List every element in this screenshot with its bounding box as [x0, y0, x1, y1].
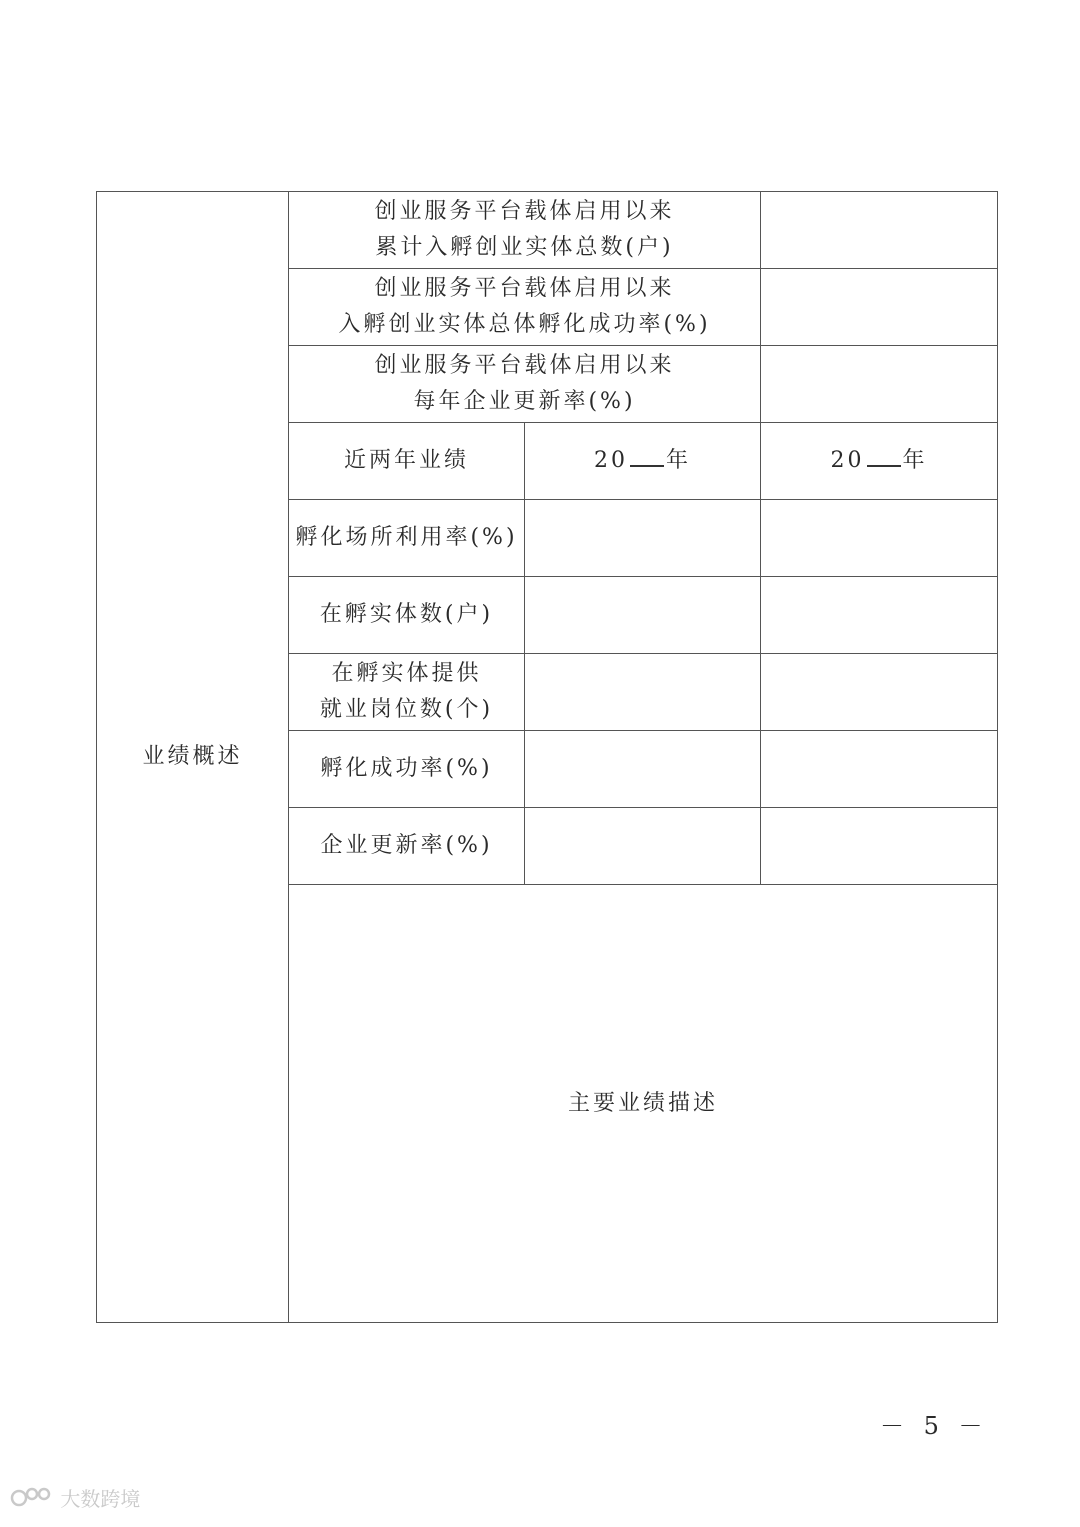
section-label: 业绩概述 — [97, 192, 289, 1323]
value-cell[interactable] — [761, 269, 998, 346]
label-line: 孵化成功率(%) — [320, 756, 493, 781]
year-header-1 — [525, 423, 761, 500]
label-line: 企业更新率(%) — [320, 833, 493, 858]
year-suffix: 年 — [666, 448, 692, 473]
metric-year2-cell[interactable] — [761, 731, 998, 808]
metric-label — [289, 577, 525, 654]
description-label: 主要业绩描述 — [568, 1090, 719, 1116]
cumulative-label — [289, 346, 761, 423]
metric-label — [289, 500, 525, 577]
cumulative-label — [289, 192, 761, 269]
metric-year2-cell[interactable] — [761, 500, 998, 577]
value-cell[interactable] — [761, 192, 998, 269]
year-prefix: 20 — [594, 448, 628, 473]
watermark — [10, 1483, 140, 1512]
label-line: 在孵实体数(户) — [319, 602, 494, 627]
page-number: － 5 － — [880, 1412, 989, 1440]
cumulative-label — [289, 269, 761, 346]
metric-year2-cell[interactable] — [761, 808, 998, 885]
label-line: 每年企业更新率(%) — [413, 389, 636, 414]
year-prefix: 20 — [830, 448, 865, 473]
description-cell[interactable] — [289, 885, 998, 1323]
cumulative-row — [97, 192, 998, 269]
year-blank[interactable] — [630, 443, 664, 467]
metric-year1-cell[interactable] — [525, 577, 761, 654]
year-blank[interactable] — [867, 443, 901, 467]
value-cell[interactable] — [761, 346, 998, 423]
label-line: 在孵实体提供 — [331, 661, 482, 686]
label-line: 累计入孵创业实体总数(户) — [375, 235, 674, 260]
recent-performance-label: 近两年业绩 — [289, 423, 525, 500]
metric-label — [289, 808, 525, 885]
metric-label — [289, 654, 525, 731]
metric-year1-cell[interactable] — [525, 654, 761, 731]
metric-year2-cell[interactable] — [761, 654, 998, 731]
label-line: 创业服务平台载体启用以来 — [374, 199, 675, 224]
metric-year1-cell[interactable] — [525, 500, 761, 577]
label-line: 就业岗位数(个) — [319, 697, 494, 722]
label-line: 创业服务平台载体启用以来 — [374, 276, 675, 301]
metric-year2-cell[interactable] — [761, 577, 998, 654]
year-suffix: 年 — [902, 448, 928, 473]
watermark-logo-icon — [10, 1485, 54, 1511]
watermark-text: 大数跨境 — [60, 1487, 141, 1511]
label-line: 创业服务平台载体启用以来 — [374, 353, 675, 378]
label-line: 孵化场所利用率(%) — [295, 525, 518, 550]
metric-year1-cell[interactable] — [525, 731, 761, 808]
metric-year1-cell[interactable] — [525, 808, 761, 885]
metric-label — [289, 731, 525, 808]
label-line: 入孵创业实体总体孵化成功率(%) — [338, 312, 711, 337]
year-header-2 — [761, 423, 998, 500]
performance-form-table — [96, 191, 998, 1323]
